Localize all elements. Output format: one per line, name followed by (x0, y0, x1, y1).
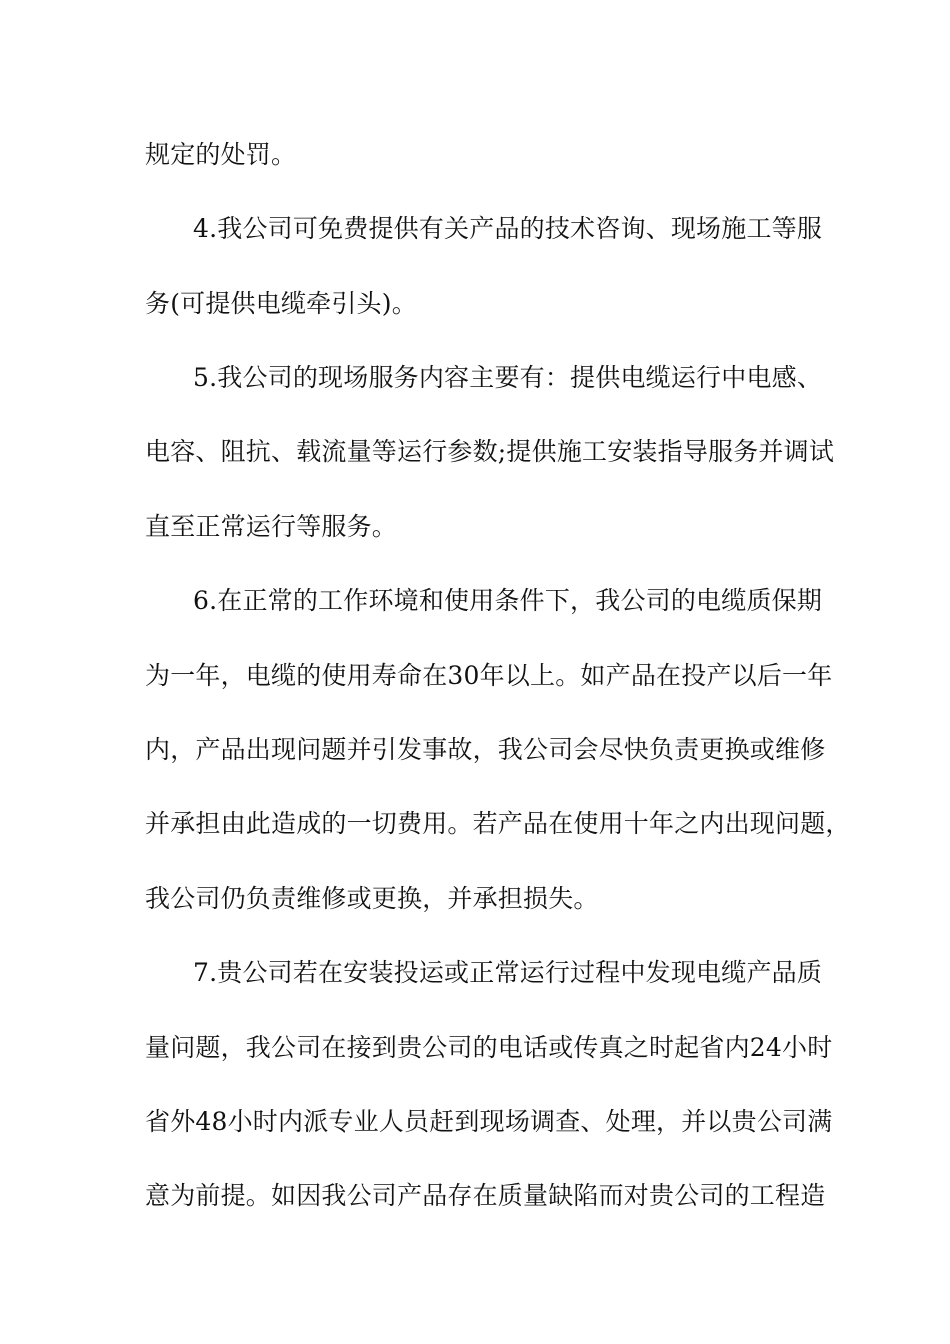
text-line: 电容、阻抗、载流量等运行参数;提供施工安装指导服务并调试 (145, 437, 835, 466)
text-line: 6.在正常的工作环境和使用条件下，我公司的电缆质保期 (193, 586, 823, 615)
text-line: 4.我公司可免费提供有关产品的技术咨询、现场施工等服 (193, 214, 823, 243)
text-line: 为一年，电缆的使用寿命在30年以上。如产品在投产以后一年 (145, 661, 833, 690)
text-line: 5.我公司的现场服务内容主要有：提供电缆运行中电感、 (193, 363, 823, 392)
text-line: 省外48小时内派专业人员赶到现场调查、处理，并以贵公司满 (145, 1107, 833, 1136)
text-line: 我公司仍负责维修或更换，并承担损失。 (145, 884, 599, 913)
text-line: 量问题，我公司在接到贵公司的电话或传真之时起省内24小时 (145, 1033, 833, 1062)
text-line: 规定的处罚。 (145, 140, 297, 169)
text-line: 并承担由此造成的一切费用。若产品在使用十年之内出现问题， (145, 809, 851, 838)
text-line: 内，产品出现问题并引发事故，我公司会尽快负责更换或维修 (145, 735, 826, 764)
text-line: 意为前提。如因我公司产品存在质量缺陷而对贵公司的工程造 (145, 1181, 826, 1210)
text-line: 7.贵公司若在安装投运或正常运行过程中发现电缆产品质 (193, 958, 823, 987)
text-line: 直至正常运行等服务。 (145, 512, 398, 541)
text-line: 务(可提供电缆牵引头)。 (145, 289, 417, 318)
